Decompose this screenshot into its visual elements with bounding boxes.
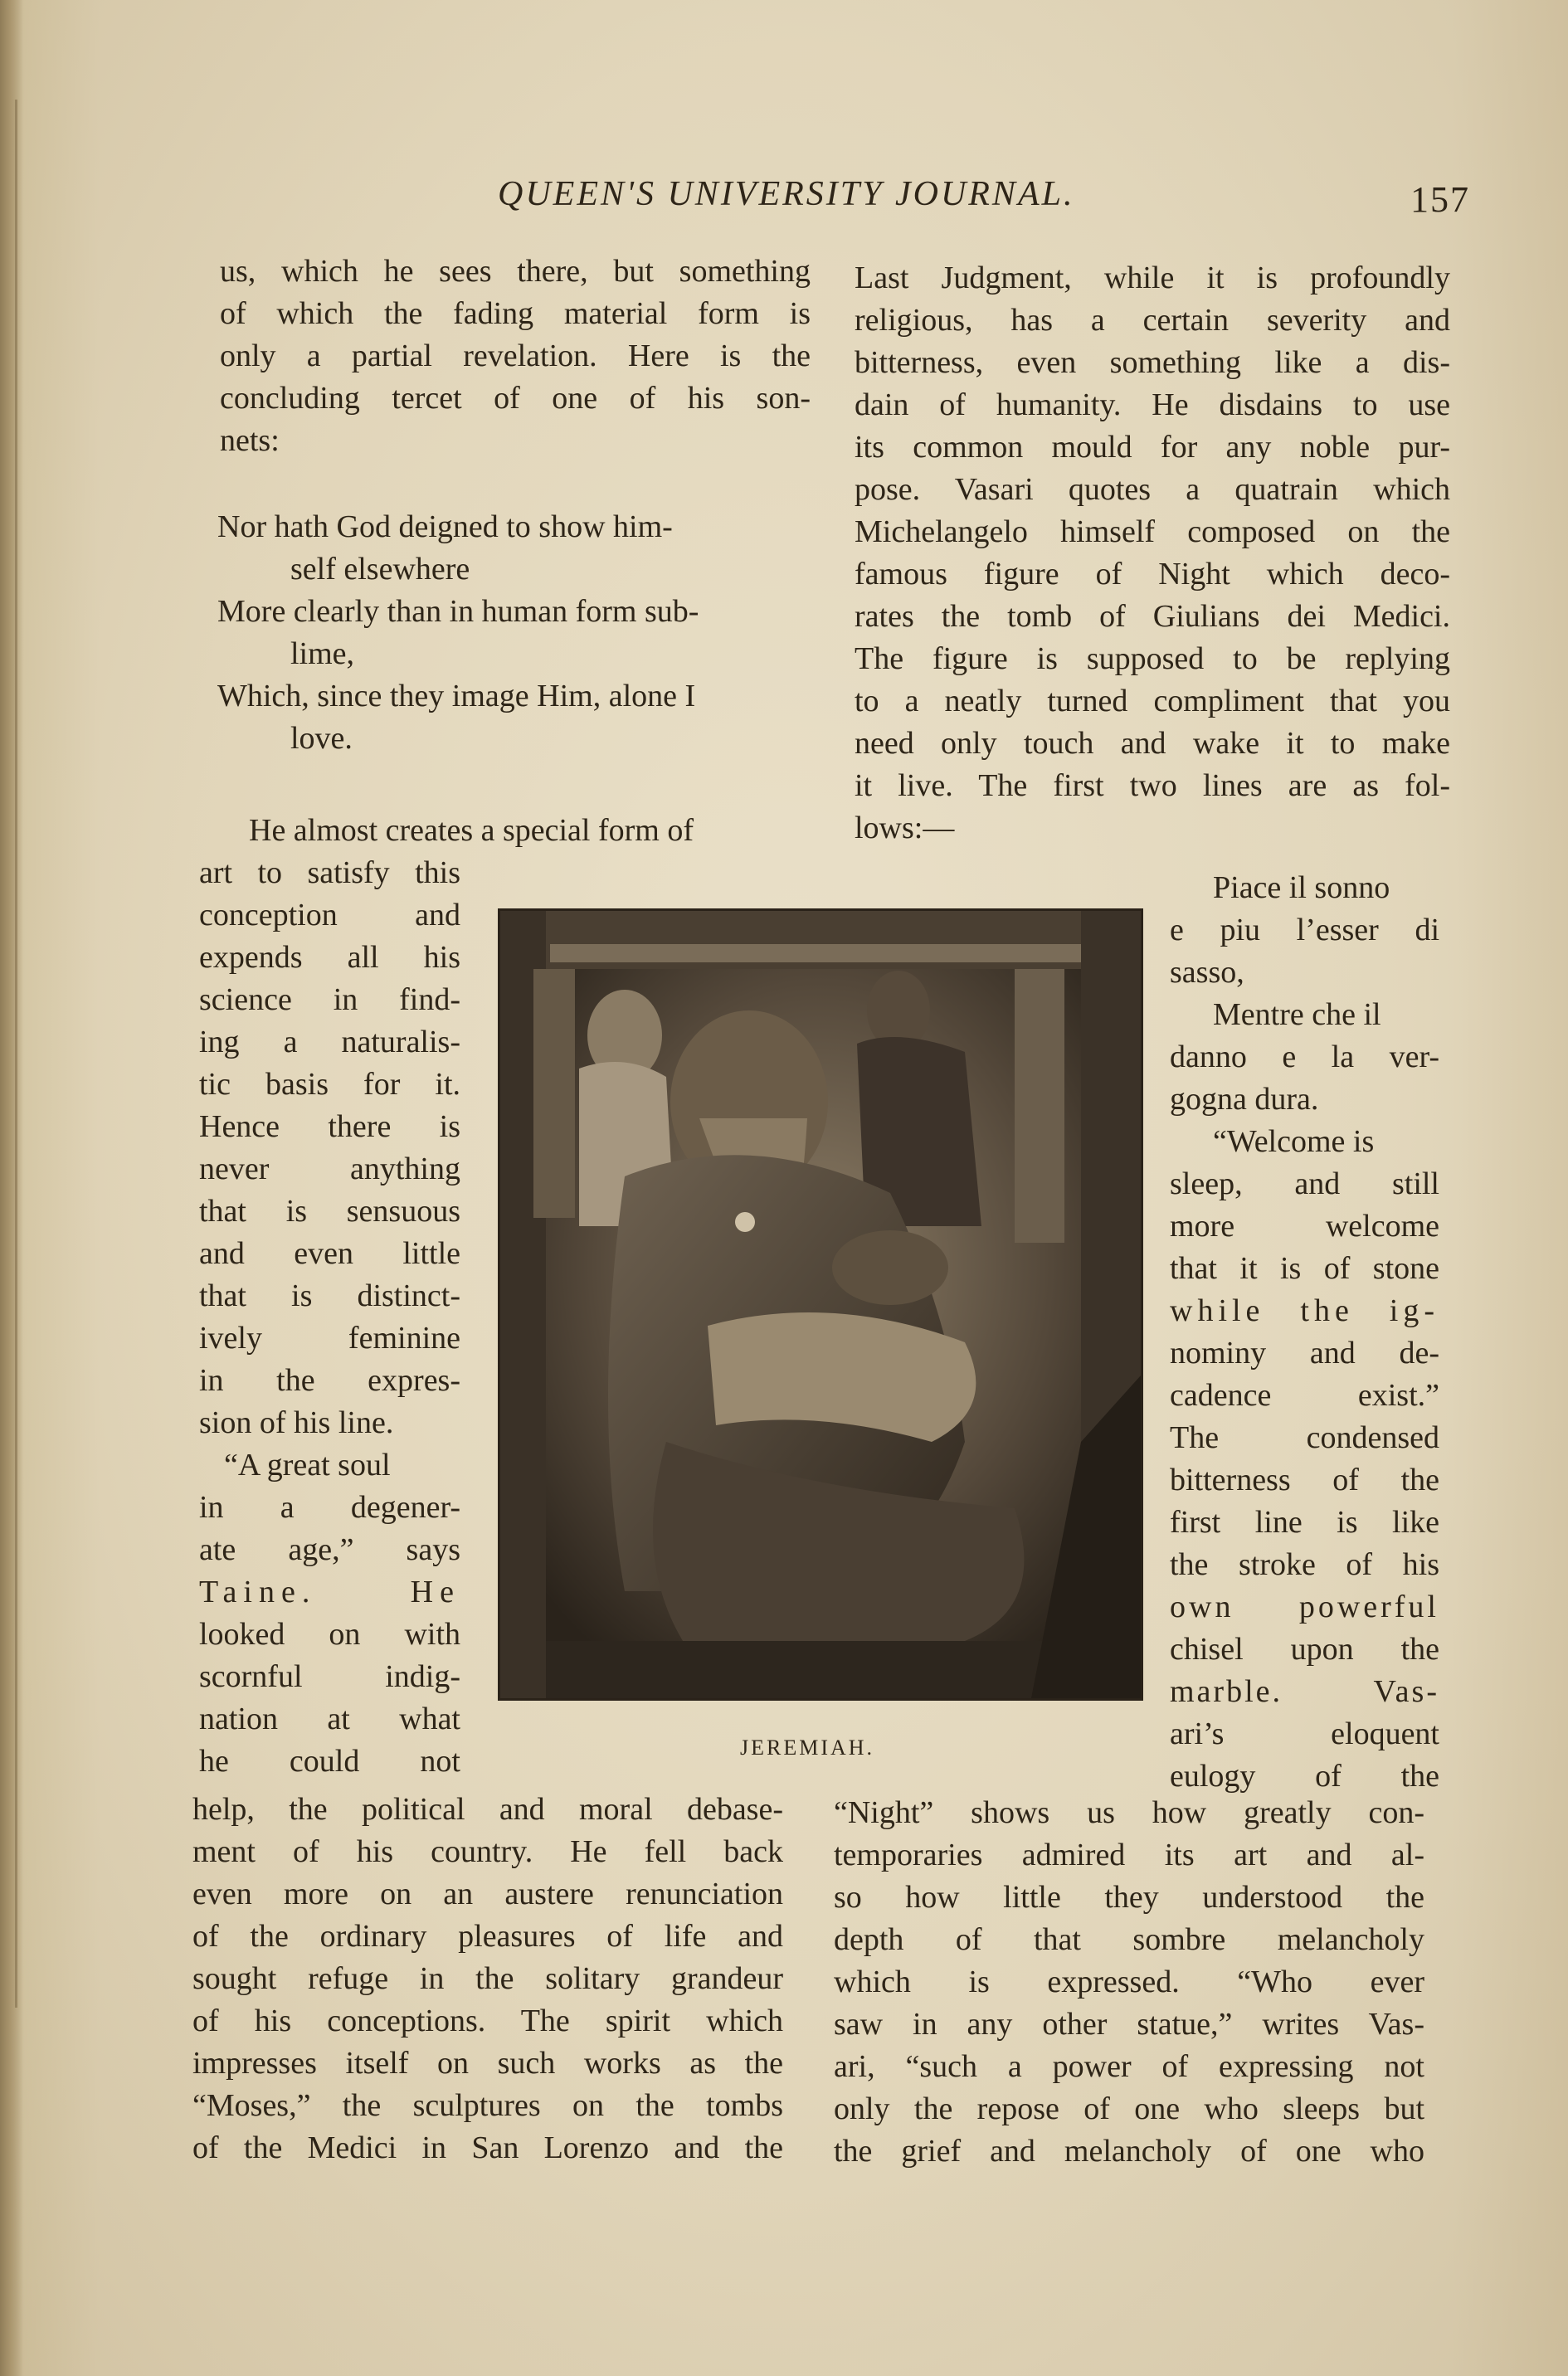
text-line: nets: (220, 423, 280, 458)
text-line: art to satisfy this (199, 855, 460, 890)
text-line: ari, “such a power of expressing not (834, 2049, 1424, 2084)
text-line: while the ig- (1170, 1293, 1439, 1328)
text-line: The condensed (1170, 1420, 1439, 1455)
text-line: pose. Vasari quotes a quatrain which (855, 472, 1450, 507)
text-line: concluding tercet of one of his son- (220, 381, 811, 416)
italian-line: danno e la ver- (1170, 1040, 1439, 1074)
text-line: and even little (199, 1236, 460, 1271)
text-line: chisel upon the (1170, 1632, 1439, 1667)
right-column-bottom (834, 1792, 1424, 2173)
text-line: he could not (199, 1744, 460, 1779)
book-spine-shadow (0, 0, 23, 2376)
text-line: more welcome (1170, 1209, 1439, 1244)
text-line: own powerful (1170, 1590, 1439, 1624)
text-line: nominy and de- (1170, 1336, 1439, 1371)
text-line: its common mould for any noble pur- (855, 430, 1450, 465)
text-line: in the expres- (199, 1363, 460, 1398)
text-line: nation at what (199, 1702, 460, 1736)
italian-line: sasso, (1170, 955, 1244, 990)
poem-line: Which, since they image Him, alone I (217, 679, 696, 713)
text-line: never anything (199, 1151, 460, 1186)
binding-edge (15, 100, 17, 2008)
text-line: temporaries admired its art and al- (834, 1838, 1424, 1872)
text-line: in a degener- (199, 1490, 460, 1525)
text-line: help, the political and moral debase- (192, 1792, 783, 1827)
text-line: ari’s eloquent (1170, 1716, 1439, 1751)
text-line: sleep, and still (1170, 1166, 1439, 1201)
text-line: impresses itself on such works as the (192, 2046, 783, 2081)
text-line: that it is of stone (1170, 1251, 1439, 1286)
text-line: the stroke of his (1170, 1547, 1439, 1582)
text-line: science in find- (199, 982, 460, 1017)
poem-line: lime, (290, 636, 355, 671)
text-line: sion of his line. (199, 1405, 394, 1440)
text-line: lows:— (855, 811, 955, 845)
text-line: first line is like (1170, 1505, 1439, 1540)
text-line: Hence there is (199, 1109, 460, 1144)
text-line: it live. The first two lines are as fol- (855, 768, 1450, 803)
text-line: of which the fading material form is (220, 296, 811, 331)
text-line: sought refuge in the solitary grandeur (192, 1961, 783, 1996)
left-column-bottom (192, 1789, 783, 2169)
text-line: marble. Vas- (1170, 1674, 1439, 1709)
text-line: famous figure of Night which deco- (855, 557, 1450, 592)
text-line: only a partial revelation. Here is the (220, 338, 811, 373)
text-line: bitterness of the (1170, 1463, 1439, 1497)
text-line: eulogy of the (1170, 1759, 1439, 1794)
figure-caption: JEREMIAH. (740, 1736, 875, 1760)
text-line: “A great soul (224, 1448, 391, 1483)
text-line: rates the tomb of Giulians dei Medici. (855, 599, 1450, 634)
text-line: of his conceptions. The spirit which (192, 2004, 783, 2038)
text-line: to a neatly turned compliment that you (855, 684, 1450, 718)
left-column-wrap (199, 852, 460, 1783)
text-line: need only touch and wake it to make (855, 726, 1450, 761)
text-line: that is sensuous (199, 1194, 460, 1229)
jeremiah-illustration (498, 908, 1143, 1701)
text-line: only the repose of one who sleeps but (834, 2091, 1424, 2126)
text-line: tic basis for it. (199, 1067, 460, 1102)
sonnet-tercet (217, 506, 815, 760)
text-line: He almost creates a special form of (249, 813, 694, 848)
text-line: depth of that sombre melancholy (834, 1922, 1424, 1957)
fresco-image (500, 911, 1141, 1698)
text-line: us, which he sees there, but something (220, 254, 811, 289)
text-line: conception and (199, 898, 460, 932)
italian-line: Piace il sonno (1213, 870, 1390, 905)
left-column-wrap-lead (206, 810, 803, 852)
text-line: dain of humanity. He disdains to use (855, 387, 1450, 422)
text-line: Last Judgment, while it is profoundly (855, 260, 1450, 295)
poem-line: Nor hath God deigned to show him- (217, 509, 673, 544)
text-line: the grief and melancholy of one who (834, 2134, 1424, 2169)
text-line: “Night” shows us how greatly con- (834, 1795, 1424, 1830)
text-line: looked on with (199, 1617, 460, 1652)
text-line: expends all his (199, 940, 460, 975)
text-line: of the ordinary pleasures of life and (192, 1919, 783, 1954)
text-line: “Moses,” the sculptures on the tombs (192, 2088, 783, 2123)
text-line: bitterness, even something like a dis- (855, 345, 1450, 380)
text-line: ate age,” says (199, 1532, 460, 1567)
text-line: religious, has a certain severity and (855, 303, 1450, 338)
text-line: of the Medici in San Lorenzo and the (192, 2130, 783, 2165)
text-line: cadence exist.” (1170, 1378, 1439, 1413)
poem-line: love. (290, 721, 353, 756)
page-number: 157 (1410, 179, 1470, 220)
running-head: QUEEN'S UNIVERSITY JOURNAL. (498, 175, 1075, 213)
text-line: which is expressed. “Who ever (834, 1965, 1424, 1999)
text-line: ment of his country. He fell back (192, 1834, 783, 1869)
poem-line: More clearly than in human form sub- (217, 594, 699, 629)
right-column-wrap (1170, 867, 1439, 1798)
text-line: scornful indig- (199, 1659, 460, 1694)
text-line: The figure is supposed to be replying (855, 641, 1450, 676)
text-line: ively feminine (199, 1321, 460, 1356)
italian-line: gogna dura. (1170, 1082, 1319, 1117)
text-line: ing a naturalis- (199, 1025, 460, 1059)
text-line: that is distinct- (199, 1278, 460, 1313)
text-line: so how little they understood the (834, 1880, 1424, 1915)
text-line: saw in any other statue,” writes Vas- (834, 2007, 1424, 2042)
text-line: “Welcome is (1213, 1124, 1375, 1159)
text-line: Michelangelo himself composed on the (855, 514, 1450, 549)
text-line: Taine. He (199, 1575, 460, 1609)
poem-line: self elsewhere (290, 552, 470, 587)
text-line: even more on an austere renunciation (192, 1877, 783, 1911)
right-column-top (855, 257, 1450, 850)
left-column-top (220, 251, 811, 462)
italian-line: e piu l’esser di (1170, 913, 1439, 947)
italian-line: Mentre che il (1213, 997, 1381, 1032)
